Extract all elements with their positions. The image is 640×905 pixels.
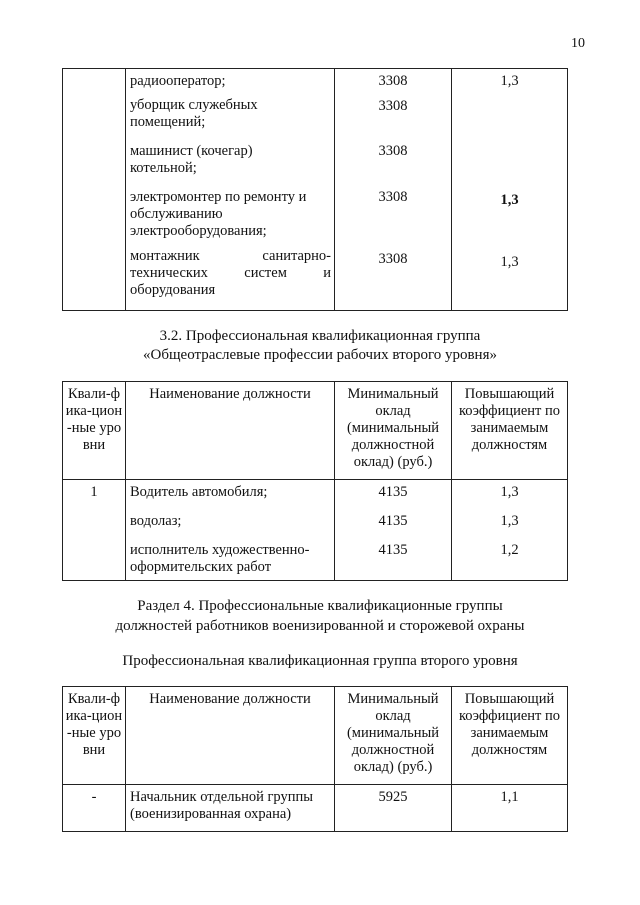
salary-cell xyxy=(335,69,452,311)
salary-value: 4135 xyxy=(378,542,408,558)
table-row xyxy=(63,785,568,832)
coefficient-cell xyxy=(452,480,568,581)
section-4-subtitle: Профессиональная квалификационная группа второго уровня xyxy=(122,653,518,669)
position-name: водолаз; xyxy=(130,513,182,529)
table-row xyxy=(63,480,568,581)
coefficient-value: 1,3 xyxy=(500,192,519,208)
table-header-row xyxy=(63,687,568,785)
table-continuation xyxy=(62,68,568,311)
salary-value: 3308 xyxy=(378,73,408,89)
header-min-salary: Минимальный оклад (минимальный должностной оклад) (руб.) xyxy=(335,382,452,480)
level-cell xyxy=(63,69,126,311)
coefficient-value: 1,3 xyxy=(500,73,519,89)
position-name: машинист (кочегар) котельной; xyxy=(130,143,253,176)
coefficient-cell xyxy=(452,69,568,311)
level-value: 1 xyxy=(63,480,126,581)
table-header-row xyxy=(63,382,568,480)
position-name: электромонтер по ремонту и обслуживанию электрооборудования; xyxy=(130,189,307,239)
salary-value: 4135 xyxy=(378,513,408,529)
table-section-4 xyxy=(62,686,568,832)
header-coefficient: Повышающий коэффициент по занимаемым должностям xyxy=(452,382,568,480)
position-name: монтажник санитарно-технических систем и оборудования xyxy=(130,248,331,298)
section-4-title-line2: должностей работников военизированной и сторожевой охраны xyxy=(115,618,525,634)
position-name: радиооператор; xyxy=(130,73,226,89)
table-row xyxy=(63,69,568,311)
position-names-cell xyxy=(126,69,335,311)
position-name: исполнитель художественно-оформительских работ xyxy=(130,542,310,575)
position-name: Водитель автомобиля; xyxy=(130,484,268,500)
coefficient-value: 1,3 xyxy=(500,254,519,270)
salary-value: 3308 xyxy=(378,189,408,205)
table-group-3-2 xyxy=(62,381,568,581)
header-position-name: Наименование должности xyxy=(126,382,335,480)
coefficient-value: 1,3 xyxy=(500,484,519,500)
header-min-salary: Минимальный оклад (минимальный должностной оклад) (руб.) xyxy=(335,687,452,785)
salary-value: 3308 xyxy=(378,251,408,267)
header-level: Квали-фика-цион-ные уровни xyxy=(63,687,126,785)
coefficient-value: 1,2 xyxy=(500,542,519,558)
level-value: - xyxy=(63,785,126,832)
salary-value: 4135 xyxy=(378,484,408,500)
salary-value: 3308 xyxy=(378,98,408,114)
section-4-title: Раздел 4. Профессиональные квалификационные группы xyxy=(137,598,503,614)
section-3-2-title: 3.2. Профессиональная квалификационная группа xyxy=(159,328,481,344)
position-name: Начальник отдельной группы (военизированная охрана) xyxy=(126,785,335,832)
header-level: Квали-фика-цион-ные уровни xyxy=(63,382,126,480)
header-coefficient: Повышающий коэффициент по занимаемым должностям xyxy=(452,687,568,785)
section-3-2-subtitle: «Общеотраслевые профессии рабочих второго уровня» xyxy=(143,347,497,363)
coefficient-value: 1,1 xyxy=(452,785,568,832)
salary-value: 3308 xyxy=(378,143,408,159)
coefficient-value: 1,3 xyxy=(500,513,519,529)
salary-cell xyxy=(335,480,452,581)
position-name: уборщик служебных помещений; xyxy=(130,97,258,130)
position-names-cell xyxy=(126,480,335,581)
page-number: 10 xyxy=(571,36,585,51)
salary-value: 5925 xyxy=(335,785,452,832)
header-position-name: Наименование должности xyxy=(126,687,335,785)
